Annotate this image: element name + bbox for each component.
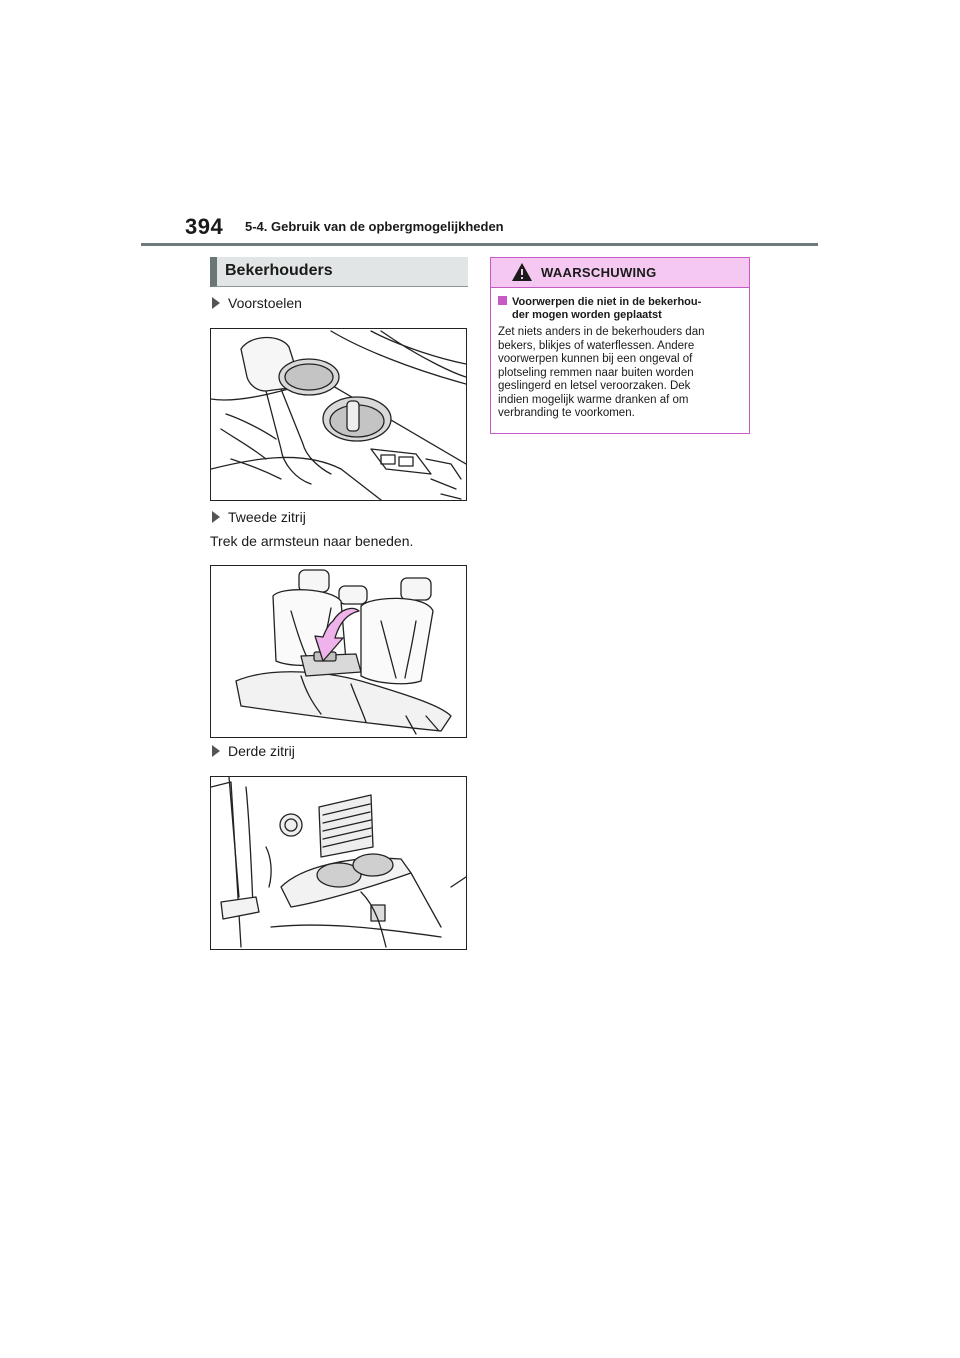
bullet-arrow-icon: [212, 511, 220, 523]
warning-square-icon: [498, 296, 507, 305]
warning-body: [498, 326, 744, 421]
third-row-label: Derde zitrij: [228, 743, 295, 759]
warning-body-line: geslingerd en letsel veroorzaken. Dek: [498, 380, 691, 392]
bullet-front-seats: [212, 295, 302, 311]
warning-body-line: bekers, blikjes of waterflessen. Andere: [498, 339, 695, 352]
figure-second-row-armrest: [210, 565, 467, 738]
figure-third-row-cupholder: [210, 776, 467, 950]
section-heading: [210, 257, 468, 287]
bullet-third-row: [212, 743, 295, 759]
warning-body-line: plotseling remmen naar buiten worden: [498, 366, 694, 379]
front-seats-label: Voorstoelen: [228, 295, 302, 311]
section-heading-text: Bekerhouders: [225, 262, 333, 279]
warning-subheading: [498, 296, 744, 322]
warning-body-line: verbranding te voorkomen.: [498, 407, 635, 419]
warning-triangle-icon: [511, 262, 533, 282]
chapter-title: 5-4. Gebruik van de opbergmogelijkheden: [245, 219, 504, 234]
bullet-arrow-icon: [212, 297, 220, 309]
warning-subheading-line: der mogen worden geplaatst: [512, 309, 662, 321]
warning-body-line: indien mogelijk warme dranken af om: [498, 393, 689, 406]
header-rule: [141, 243, 818, 246]
figure-front-cupholder: [210, 328, 467, 501]
warning-body-line: Zet niets anders in de bekerhouders dan: [498, 326, 705, 338]
warning-header: [491, 258, 749, 288]
second-row-label: Tweede zitrij: [228, 509, 306, 525]
bullet-arrow-icon: [212, 745, 220, 757]
warning-subheading-line: Voorwerpen die niet in de bekerhou-: [512, 296, 702, 308]
second-row-instruction: Trek de armsteun naar beneden.: [210, 533, 414, 549]
warning-box: [490, 257, 750, 434]
warning-title: WAARSCHUWING: [541, 265, 657, 280]
warning-body-line: voorwerpen kunnen bij een ongeval of: [498, 353, 693, 365]
page-number: 394: [185, 214, 224, 239]
bullet-second-row: [212, 509, 306, 525]
